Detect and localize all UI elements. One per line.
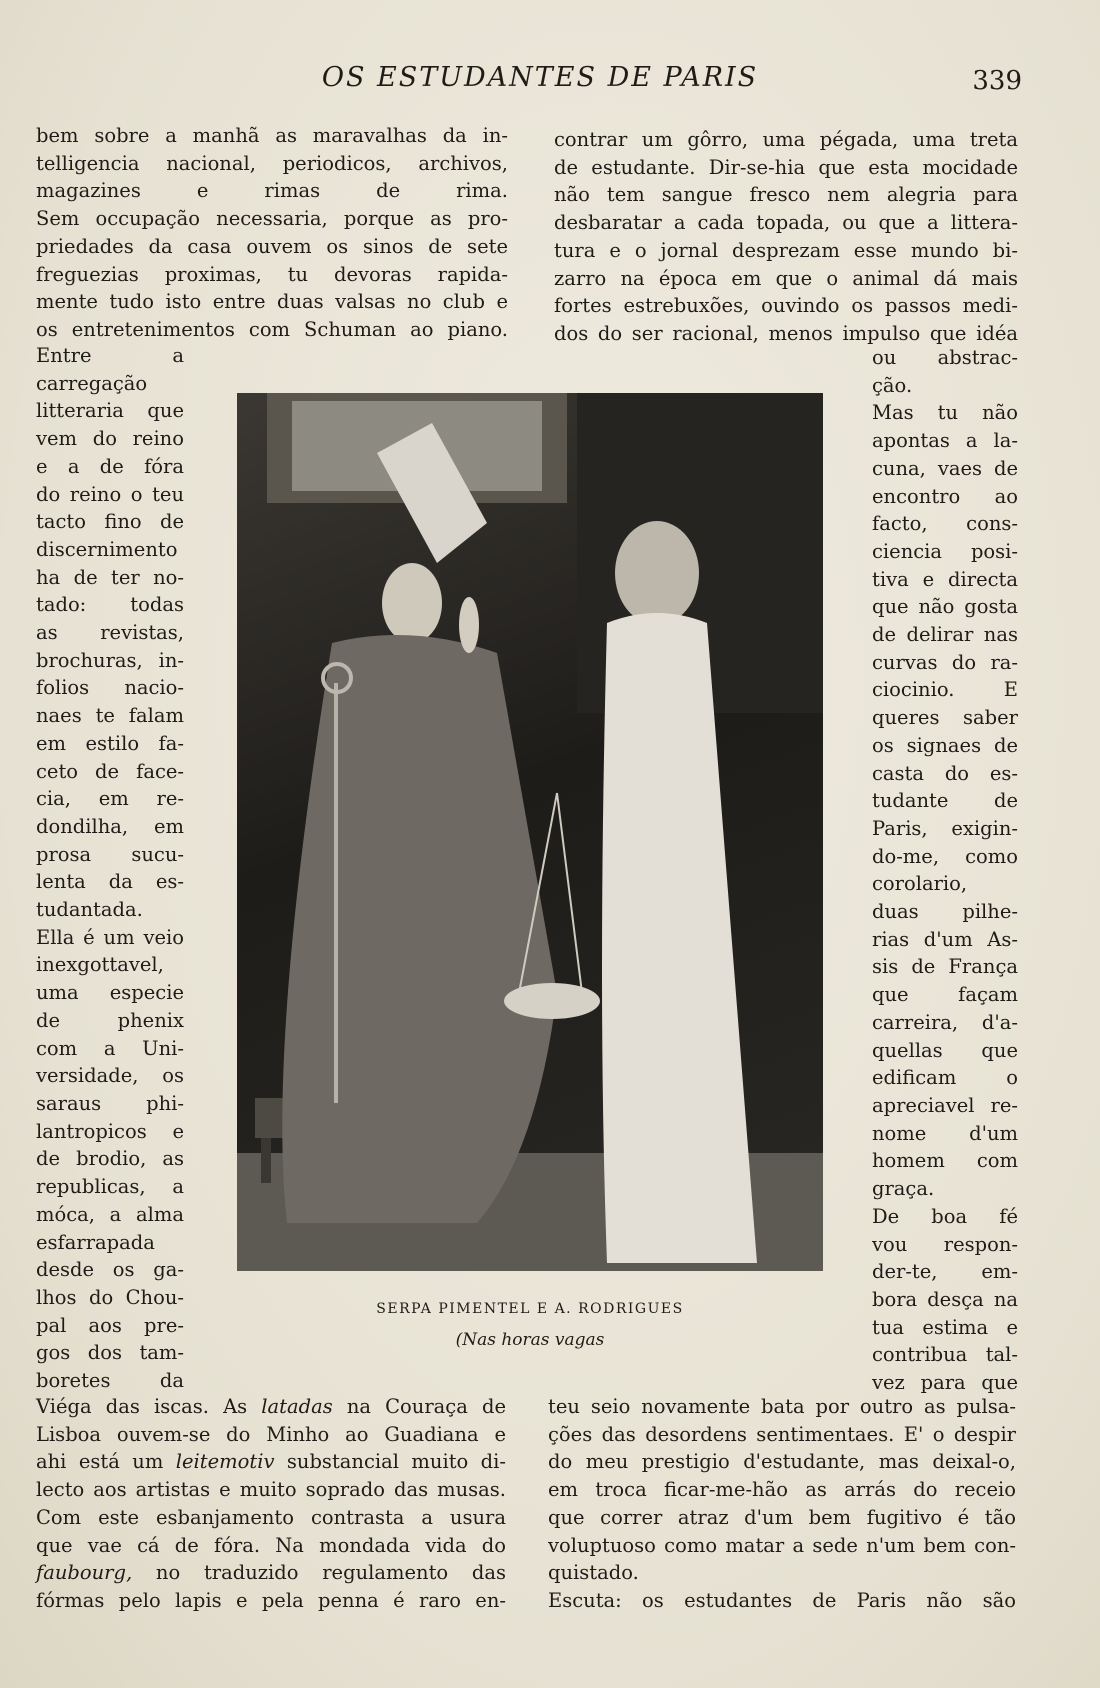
face-left [382,563,442,643]
left-column-bottom-text [36,1393,506,1615]
right-column-top-text: contrar um gôrro, uma pégada, uma treta de estudante. Dir-se-hia que esta mocidade não tem sangue fresco nem alegria para desbaratar a cada topada, ou que a littera- tura e o jornal desprezam esse mundo bi- zarro na época em que o animal dá mais fortes estrebuxões, ouvindo os passos medi- dos do ser racional, menos impulso que idéa [554,128,1018,345]
right-column-narrow-text: ou abstrac- ção. Mas tu não apontas a la- cuna, vaes de encontro ao facto, cons- ciencia posi- tiva e directa que não gosta de delirar nas curvas do ra- ciocinio. E queres saber os signaes de casta do es- tudante de Paris, exigin- do-me, como corolario, duas pilhe- rias d'um As- sis de França que façam carreira, d'a- quellas que edificam o apreciavel re- nome d'um homem com graça. De boa fé vou respon- der-te, em- bora desça na tua estima e contribua tal- vez para que [872,346,1018,1395]
running-header-title: OS ESTUDANTES DE PARIS [321,62,759,93]
italic-term-latadas: latadas [261,1395,333,1418]
text-run: na Couraça de Lisboa ouvem-se do Minho ao Guadiana e ahi está um [36,1395,506,1474]
page-number: 339 [972,66,1022,96]
face-right [615,521,699,625]
italic-term-leitemotiv: leitemotiv [175,1450,275,1474]
left-column-top-text: bem sobre a manhã as maravalhas da in- telligencia nacional, periodicos, archivos, magazines e rimas de rima. Sem occupação necessaria, porque as pro- priedades da casa ouvem os sinos de sete freguezias proximas, tu devoras rapida- mente tudo isto entre duas valsas no club e os entretenimentos com Schuman ao piano. [36,124,508,341]
photo-illustration [237,393,823,1271]
photo-caption-subtitle: (Nas horas vagas [455,1330,605,1350]
text-run: no traduzido regulamento das fórmas pelo lapis e pela penna é raro en- [36,1561,506,1612]
italic-term-faubourg: faubourg, [36,1561,133,1585]
text-run: substancial muito di- lecto aos artistas e muito soprado das musas. Com este esbanjamento contrasta a usura que vae cá de fóra. Na mondada vida do [36,1450,506,1557]
photo-caption-names: SERPA PIMENTEL E A. RODRIGUES [376,1301,684,1317]
photograph-two-figures [237,393,823,1271]
right-column-bottom-text: teu seio novamente bata por outro as pulsa- ções das desordens sentimentaes. E' o despir do meu prestigio d'estudante, mas deixal-o, em troca ficar-me-hão as arrás do receio que correr atraz d'um bem fugitivo é tão voluptuoso como matar a sede n'um bem con- quistado. Escuta: os estudantes de Paris não são [548,1395,1016,1612]
raised-hand [459,597,479,653]
crozier-staff [334,683,338,1103]
quilted-robe [282,635,557,1223]
text-run: Viéga das iscas. As [36,1395,262,1418]
left-column-narrow-text: Entre a carregação litteraria que vem do reino e a de fóra do reino o teu tacto fino de discernimento ha de ter no- tado: todas as revistas, brochuras, in- folios nacio- naes te falam em estilo fa- ceto de face- cia, em re- dondilha, em prosa sucu- lenta da es- tudantada. Ella é um veio inexgottavel, uma especie de phenix com a Uni- versidade, os saraus phi- lantropicos e de brodio, as republicas, a móca, a alma esfarrapada desde os ga- lhos do Chou- pal aos pre- gos dos tam- boretes da [36,344,184,1393]
scale-pan [504,983,600,1019]
